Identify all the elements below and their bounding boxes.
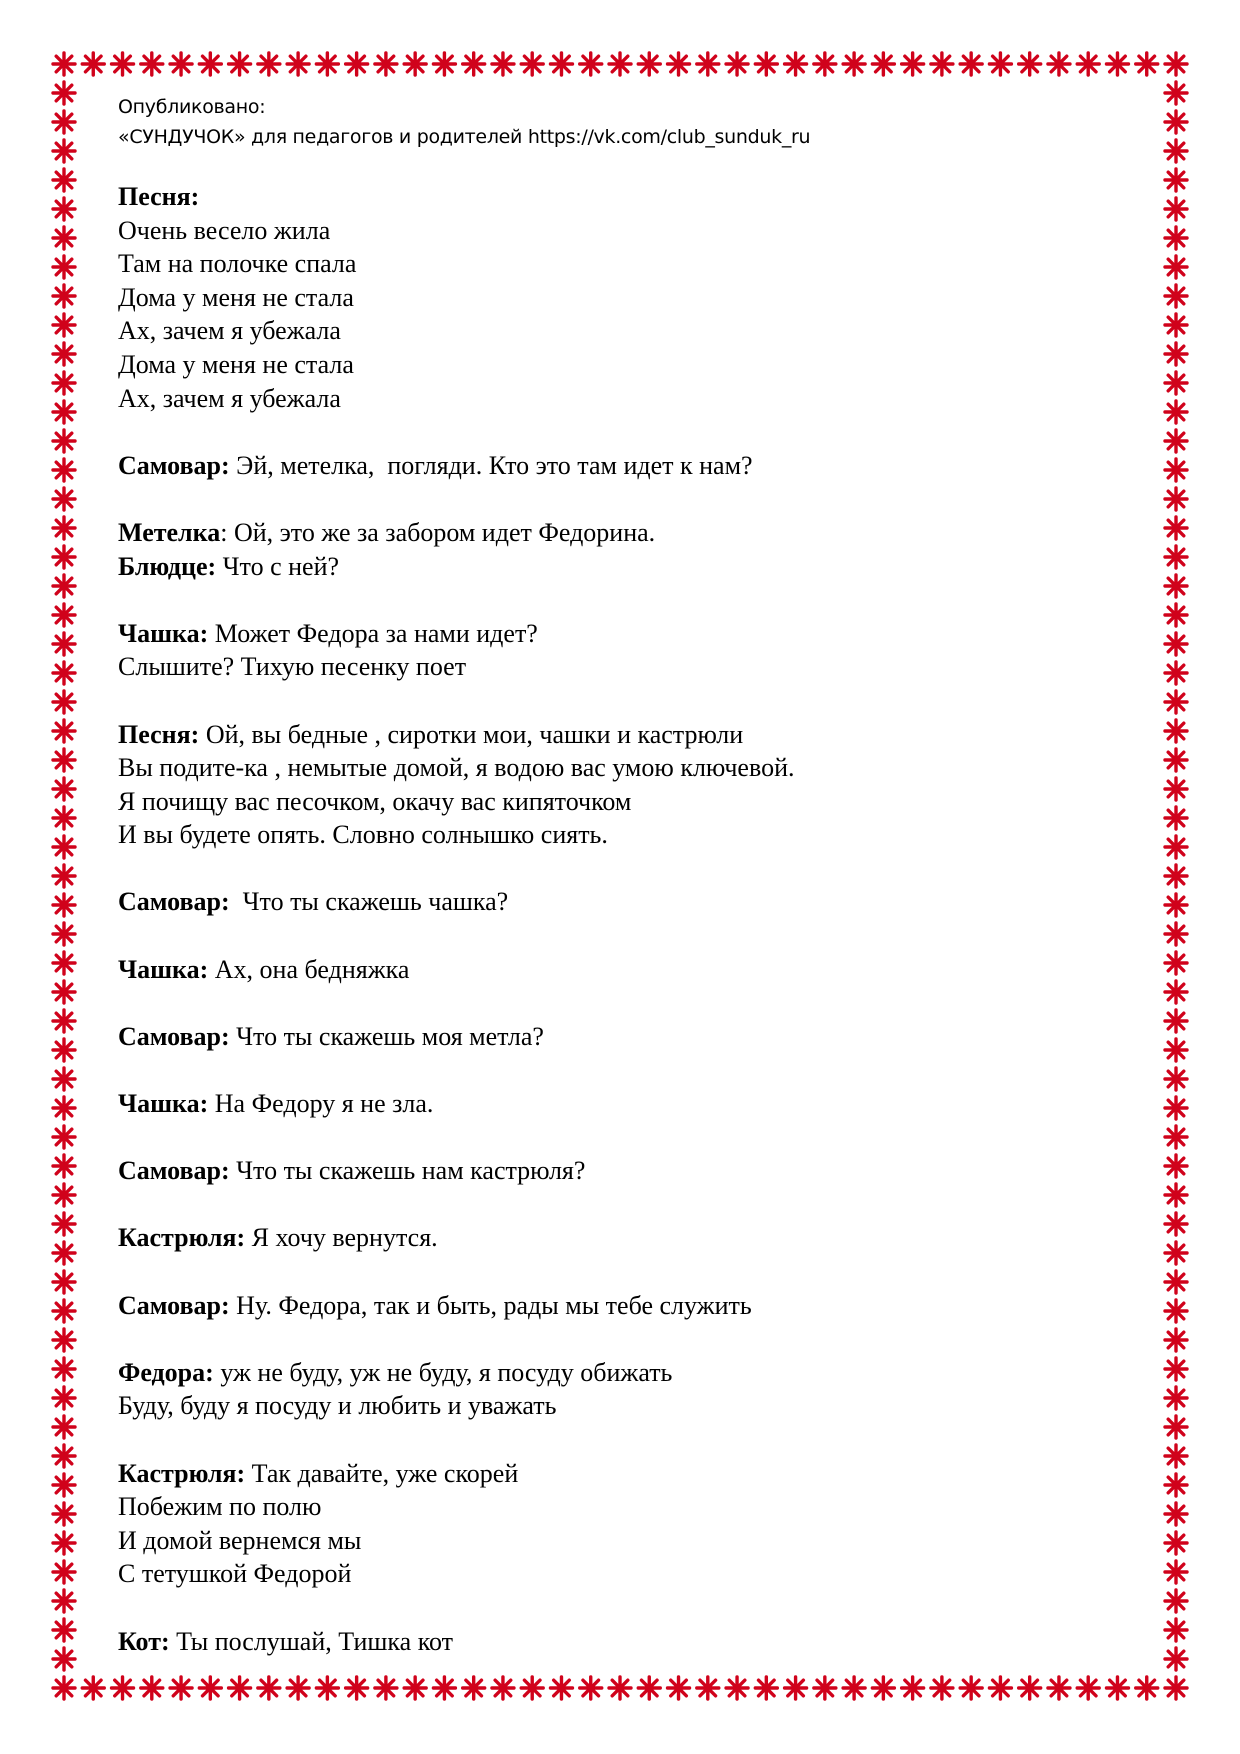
asterisk-ornament-icon <box>53 314 75 336</box>
asterisk-ornament-icon <box>170 53 192 75</box>
asterisk-ornament-icon <box>1165 1474 1187 1496</box>
asterisk-ornament-icon <box>1165 111 1187 133</box>
asterisk-ornament-icon <box>1077 1677 1099 1699</box>
script-line <box>118 1356 1118 1390</box>
publication-header <box>118 92 1118 152</box>
blank-line <box>118 852 1118 886</box>
asterisk-ornament-icon <box>1165 1445 1187 1467</box>
asterisk-ornament-icon <box>521 53 543 75</box>
script-line <box>118 1221 1118 1255</box>
asterisk-ornament-icon <box>112 1677 134 1699</box>
script-line <box>118 1289 1118 1323</box>
asterisk-ornament-icon <box>53 53 75 75</box>
asterisk-ornament-icon <box>1165 1300 1187 1322</box>
published-label: Опубликовано: <box>118 96 266 118</box>
asterisk-ornament-icon <box>1165 1416 1187 1438</box>
asterisk-ornament-icon <box>1165 1619 1187 1641</box>
asterisk-ornament-icon <box>53 749 75 771</box>
line-text: Может Федора за нами идет? <box>208 618 538 648</box>
asterisk-ornament-icon <box>1165 1503 1187 1525</box>
asterisk-ornament-icon <box>287 1677 309 1699</box>
asterisk-ornament-icon <box>53 1039 75 1061</box>
line-text: Дома у меня не стала <box>118 349 354 379</box>
script-line <box>118 1524 1118 1558</box>
asterisk-ornament-icon <box>141 53 163 75</box>
script-line <box>118 247 1118 281</box>
asterisk-ornament-icon <box>1019 1677 1041 1699</box>
line-text: Я хочу вернутся. <box>245 1223 438 1253</box>
asterisk-ornament-icon <box>785 53 807 75</box>
asterisk-ornament-icon <box>53 633 75 655</box>
asterisk-ornament-icon <box>53 1271 75 1293</box>
asterisk-ornament-icon <box>931 53 953 75</box>
script-line <box>118 1154 1118 1188</box>
asterisk-ornament-icon <box>1165 1358 1187 1380</box>
asterisk-ornament-icon <box>902 1677 924 1699</box>
asterisk-ornament-icon <box>1165 1590 1187 1612</box>
asterisk-ornament-icon <box>53 343 75 365</box>
asterisk-ornament-icon <box>346 1677 368 1699</box>
asterisk-ornament-icon <box>1165 1213 1187 1235</box>
asterisk-ornament-icon <box>53 1358 75 1380</box>
asterisk-ornament-icon <box>112 53 134 75</box>
script-line <box>118 818 1118 852</box>
asterisk-ornament-icon <box>1165 720 1187 742</box>
asterisk-ornament-icon <box>931 1677 953 1699</box>
asterisk-ornament-icon <box>53 807 75 829</box>
asterisk-ornament-icon <box>755 53 777 75</box>
asterisk-ornament-icon <box>726 53 748 75</box>
asterisk-ornament-icon <box>53 227 75 249</box>
asterisk-ornament-icon <box>1165 53 1187 75</box>
script-line <box>118 348 1118 382</box>
speaker-name: Чашка: <box>118 1089 209 1119</box>
asterisk-ornament-icon <box>1165 778 1187 800</box>
asterisk-ornament-icon <box>53 198 75 220</box>
asterisk-ornament-icon <box>1165 314 1187 336</box>
script-line <box>118 785 1118 819</box>
asterisk-ornament-icon <box>960 1677 982 1699</box>
asterisk-ornament-icon <box>872 53 894 75</box>
asterisk-ornament-icon <box>638 53 660 75</box>
asterisk-ornament-icon <box>433 1677 455 1699</box>
asterisk-ornament-icon <box>550 1677 572 1699</box>
asterisk-ornament-icon <box>1165 285 1187 307</box>
asterisk-ornament-icon <box>1165 1271 1187 1293</box>
asterisk-ornament-icon <box>1019 53 1041 75</box>
asterisk-ornament-icon <box>53 1068 75 1090</box>
blank-line <box>118 1255 1118 1289</box>
line-text: Очень весело жила <box>118 215 331 245</box>
asterisk-ornament-icon <box>258 53 280 75</box>
asterisk-ornament-icon <box>1165 1677 1187 1699</box>
line-text: С тетушкой Федорой <box>118 1559 352 1589</box>
script-line <box>118 550 1118 584</box>
blank-line <box>118 583 1118 617</box>
asterisk-ornament-icon <box>1165 82 1187 104</box>
asterisk-ornament-icon <box>141 1677 163 1699</box>
asterisk-ornament-icon <box>609 1677 631 1699</box>
asterisk-ornament-icon <box>404 1677 426 1699</box>
asterisk-ornament-icon <box>53 1126 75 1148</box>
asterisk-ornament-icon <box>1165 1097 1187 1119</box>
asterisk-ornament-icon <box>53 430 75 452</box>
asterisk-ornament-icon <box>53 140 75 162</box>
asterisk-ornament-icon <box>1165 1068 1187 1090</box>
asterisk-ornament-icon <box>433 53 455 75</box>
publisher-link-line: «СУНДУЧОК» для педагогов и родителей https://vk.com/club_sunduk_ru <box>118 126 811 148</box>
asterisk-ornament-icon <box>53 1242 75 1264</box>
asterisk-ornament-icon <box>668 53 690 75</box>
asterisk-ornament-icon <box>53 488 75 510</box>
asterisk-ornament-icon <box>53 285 75 307</box>
asterisk-ornament-icon <box>316 1677 338 1699</box>
speaker-name: Самовар: <box>118 450 230 480</box>
line-text: Побежим по полю <box>118 1492 322 1522</box>
asterisk-ornament-icon <box>53 546 75 568</box>
line-text: уж не буду, уж не буду, я посуду обижать <box>213 1357 673 1387</box>
asterisk-ornament-icon <box>53 1619 75 1641</box>
script-line <box>118 1625 1118 1659</box>
line-text: На Федору я не зла. <box>208 1089 434 1119</box>
asterisk-ornament-icon <box>1165 1155 1187 1177</box>
asterisk-ornament-icon <box>843 1677 865 1699</box>
script-line <box>118 281 1118 315</box>
asterisk-ornament-icon <box>53 1590 75 1612</box>
script-line <box>118 1020 1118 1054</box>
blank-line <box>118 1121 1118 1155</box>
asterisk-ornament-icon <box>521 1677 543 1699</box>
asterisk-ornament-icon <box>53 1648 75 1670</box>
line-text: Эй, метелка, погляди. Кто это там идет к нам? <box>229 450 753 480</box>
speaker-name: Самовар: <box>118 1156 230 1186</box>
speaker-name: Самовар: <box>118 1290 230 1320</box>
asterisk-ornament-icon <box>53 836 75 858</box>
asterisk-ornament-icon <box>229 53 251 75</box>
script-line <box>118 650 1118 684</box>
line-text: И домой вернемся мы <box>118 1525 362 1555</box>
asterisk-ornament-icon <box>53 169 75 191</box>
asterisk-ornament-icon <box>53 459 75 481</box>
asterisk-ornament-icon <box>53 1155 75 1177</box>
asterisk-ornament-icon <box>53 1416 75 1438</box>
asterisk-ornament-icon <box>1048 53 1070 75</box>
asterisk-ornament-icon <box>404 53 426 75</box>
asterisk-ornament-icon <box>960 53 982 75</box>
script-line <box>118 1557 1118 1591</box>
asterisk-ornament-icon <box>53 372 75 394</box>
asterisk-ornament-icon <box>1165 1242 1187 1264</box>
asterisk-ornament-icon <box>550 53 572 75</box>
script-line <box>118 516 1118 550</box>
speaker-name: Чашка: <box>118 954 209 984</box>
speaker-name: Песня: <box>118 719 200 749</box>
asterisk-ornament-icon <box>1136 1677 1158 1699</box>
script-line <box>118 1457 1118 1491</box>
asterisk-ornament-icon <box>1165 981 1187 1003</box>
line-text: И вы будете опять. Словно солнышко сиять. <box>118 820 608 850</box>
asterisk-ornament-icon <box>755 1677 777 1699</box>
script-line <box>118 953 1118 987</box>
script-line <box>118 1389 1118 1423</box>
asterisk-ornament-icon <box>287 53 309 75</box>
asterisk-ornament-icon <box>1048 1677 1070 1699</box>
line-text: Ой, вы бедные , сиротки мои, чашки и кастрюли <box>199 719 744 749</box>
script-line <box>118 180 1118 214</box>
asterisk-ornament-icon <box>1165 169 1187 191</box>
asterisk-ornament-icon <box>53 1213 75 1235</box>
asterisk-ornament-icon <box>53 691 75 713</box>
asterisk-ornament-icon <box>316 53 338 75</box>
blank-line <box>118 1053 1118 1087</box>
asterisk-ornament-icon <box>1165 488 1187 510</box>
asterisk-ornament-icon <box>1165 372 1187 394</box>
asterisk-ornament-icon <box>53 1329 75 1351</box>
asterisk-ornament-icon <box>463 53 485 75</box>
asterisk-ornament-icon <box>53 1445 75 1467</box>
asterisk-ornament-icon <box>668 1677 690 1699</box>
asterisk-ornament-icon <box>375 53 397 75</box>
line-text: Ах, зачем я убежала <box>118 383 341 413</box>
asterisk-ornament-icon <box>1165 923 1187 945</box>
asterisk-ornament-icon <box>1106 1677 1128 1699</box>
speaker-name: Блюдце: <box>118 551 217 581</box>
line-text: Что ты скажешь моя метла? <box>229 1021 544 1051</box>
asterisk-ornament-icon <box>1165 140 1187 162</box>
asterisk-ornament-icon <box>1165 430 1187 452</box>
play-script <box>118 180 1118 1658</box>
blank-line <box>118 1591 1118 1625</box>
asterisk-ornament-icon <box>53 256 75 278</box>
asterisk-ornament-icon <box>82 1677 104 1699</box>
line-text: Ты послушай, Тишка кот <box>169 1626 454 1656</box>
line-text: : Ой, это же за забором идет Федорина. <box>220 517 656 547</box>
line-text: Ах, она бедняжка <box>208 954 410 984</box>
asterisk-ornament-icon <box>53 1010 75 1032</box>
asterisk-ornament-icon <box>492 1677 514 1699</box>
speaker-name: Метелка <box>118 517 221 547</box>
script-line <box>118 885 1118 919</box>
asterisk-ornament-icon <box>53 952 75 974</box>
asterisk-ornament-icon <box>1165 633 1187 655</box>
asterisk-ornament-icon <box>1106 53 1128 75</box>
asterisk-ornament-icon <box>199 53 221 75</box>
script-line <box>118 382 1118 416</box>
line-text: Вы подите-ка , немытые домой, я водою вас умою ключевой. <box>118 753 795 783</box>
asterisk-ornament-icon <box>258 1677 280 1699</box>
asterisk-ornament-icon <box>53 575 75 597</box>
blank-line <box>118 482 1118 516</box>
script-line <box>118 1490 1118 1524</box>
asterisk-ornament-icon <box>53 981 75 1003</box>
asterisk-ornament-icon <box>1165 836 1187 858</box>
speaker-name: Песня: <box>118 182 200 211</box>
asterisk-ornament-icon <box>375 1677 397 1699</box>
line-text: Что ты скажешь нам кастрюля? <box>229 1156 586 1186</box>
script-line <box>118 449 1118 483</box>
asterisk-ornament-icon <box>1165 1039 1187 1061</box>
speaker-name: Кот: <box>118 1626 170 1656</box>
speaker-name: Самовар: <box>118 1021 230 1051</box>
script-line <box>118 718 1118 752</box>
line-text: Слышите? Тихую песенку поет <box>118 652 467 682</box>
asterisk-ornament-icon <box>785 1677 807 1699</box>
asterisk-ornament-icon <box>1165 1387 1187 1409</box>
asterisk-ornament-icon <box>1165 691 1187 713</box>
asterisk-ornament-icon <box>1165 865 1187 887</box>
asterisk-ornament-icon <box>170 1677 192 1699</box>
asterisk-ornament-icon <box>229 1677 251 1699</box>
asterisk-ornament-icon <box>843 53 865 75</box>
asterisk-ornament-icon <box>609 53 631 75</box>
asterisk-ornament-icon <box>1165 662 1187 684</box>
line-text: Что ты скажешь чашка? <box>229 887 509 917</box>
speaker-name: Федора: <box>118 1357 214 1387</box>
line-text: Так давайте, уже скорей <box>245 1458 519 1488</box>
asterisk-ornament-icon <box>53 1474 75 1496</box>
asterisk-ornament-icon <box>814 53 836 75</box>
asterisk-ornament-icon <box>53 1561 75 1583</box>
asterisk-ornament-icon <box>726 1677 748 1699</box>
blank-line <box>118 986 1118 1020</box>
line-text: Ну. Федора, так и быть, рады мы тебе служить <box>229 1290 752 1320</box>
asterisk-ornament-icon <box>1165 575 1187 597</box>
asterisk-ornament-icon <box>53 1532 75 1554</box>
blank-line <box>118 684 1118 718</box>
asterisk-ornament-icon <box>53 517 75 539</box>
asterisk-ornament-icon <box>53 111 75 133</box>
asterisk-ornament-icon <box>53 720 75 742</box>
asterisk-ornament-icon <box>82 53 104 75</box>
asterisk-ornament-icon <box>53 1184 75 1206</box>
asterisk-ornament-icon <box>1165 1561 1187 1583</box>
asterisk-ornament-icon <box>53 401 75 423</box>
asterisk-ornament-icon <box>1165 1184 1187 1206</box>
asterisk-ornament-icon <box>1165 894 1187 916</box>
script-line <box>118 214 1118 248</box>
asterisk-ornament-icon <box>53 778 75 800</box>
line-text: Дома у меня не стала <box>118 282 354 312</box>
asterisk-ornament-icon <box>697 53 719 75</box>
blank-line <box>118 1188 1118 1222</box>
asterisk-ornament-icon <box>53 1503 75 1525</box>
script-line <box>118 314 1118 348</box>
script-line <box>118 751 1118 785</box>
asterisk-ornament-icon <box>697 1677 719 1699</box>
line-text: Буду, буду я посуду и любить и уважать <box>118 1391 557 1421</box>
asterisk-ornament-icon <box>872 1677 894 1699</box>
asterisk-ornament-icon <box>53 1387 75 1409</box>
asterisk-ornament-icon <box>53 604 75 626</box>
asterisk-ornament-icon <box>1077 53 1099 75</box>
blank-line <box>118 1423 1118 1457</box>
asterisk-ornament-icon <box>1165 1329 1187 1351</box>
blank-line <box>118 919 1118 953</box>
asterisk-ornament-icon <box>1165 401 1187 423</box>
asterisk-ornament-icon <box>1165 343 1187 365</box>
asterisk-ornament-icon <box>53 1677 75 1699</box>
asterisk-ornament-icon <box>814 1677 836 1699</box>
asterisk-ornament-icon <box>1165 1532 1187 1554</box>
asterisk-ornament-icon <box>53 1300 75 1322</box>
line-text: Я почищу вас песочком, окачу вас кипяточком <box>118 786 632 816</box>
asterisk-ornament-icon <box>53 923 75 945</box>
blank-line <box>118 415 1118 449</box>
asterisk-ornament-icon <box>463 1677 485 1699</box>
asterisk-ornament-icon <box>53 1097 75 1119</box>
line-text: Там на полочке спала <box>118 249 357 279</box>
asterisk-ornament-icon <box>1165 198 1187 220</box>
asterisk-ornament-icon <box>53 894 75 916</box>
asterisk-ornament-icon <box>638 1677 660 1699</box>
script-line <box>118 617 1118 651</box>
asterisk-ornament-icon <box>989 53 1011 75</box>
speaker-name: Самовар: <box>118 887 230 917</box>
asterisk-ornament-icon <box>492 53 514 75</box>
speaker-name: Чашка: <box>118 618 209 648</box>
script-line <box>118 1087 1118 1121</box>
asterisk-ornament-icon <box>1165 952 1187 974</box>
blank-line <box>118 1322 1118 1356</box>
asterisk-ornament-icon <box>1165 227 1187 249</box>
asterisk-ornament-icon <box>902 53 924 75</box>
asterisk-ornament-icon <box>989 1677 1011 1699</box>
speaker-name: Кастрюля: <box>118 1223 246 1253</box>
asterisk-ornament-icon <box>346 53 368 75</box>
asterisk-ornament-icon <box>1165 546 1187 568</box>
asterisk-ornament-icon <box>1165 807 1187 829</box>
asterisk-ornament-icon <box>1165 517 1187 539</box>
asterisk-ornament-icon <box>1165 1126 1187 1148</box>
asterisk-ornament-icon <box>580 53 602 75</box>
asterisk-ornament-icon <box>53 82 75 104</box>
asterisk-ornament-icon <box>53 865 75 887</box>
asterisk-ornament-icon <box>1165 1648 1187 1670</box>
asterisk-ornament-icon <box>1136 53 1158 75</box>
asterisk-ornament-icon <box>1165 604 1187 626</box>
asterisk-ornament-icon <box>53 662 75 684</box>
speaker-name: Кастрюля: <box>118 1458 246 1488</box>
asterisk-ornament-icon <box>1165 1010 1187 1032</box>
line-text: Ах, зачем я убежала <box>118 316 341 346</box>
asterisk-ornament-icon <box>199 1677 221 1699</box>
asterisk-ornament-icon <box>1165 459 1187 481</box>
asterisk-ornament-icon <box>1165 749 1187 771</box>
asterisk-ornament-icon <box>1165 256 1187 278</box>
line-text: Что с ней? <box>216 551 340 581</box>
asterisk-ornament-icon <box>580 1677 602 1699</box>
